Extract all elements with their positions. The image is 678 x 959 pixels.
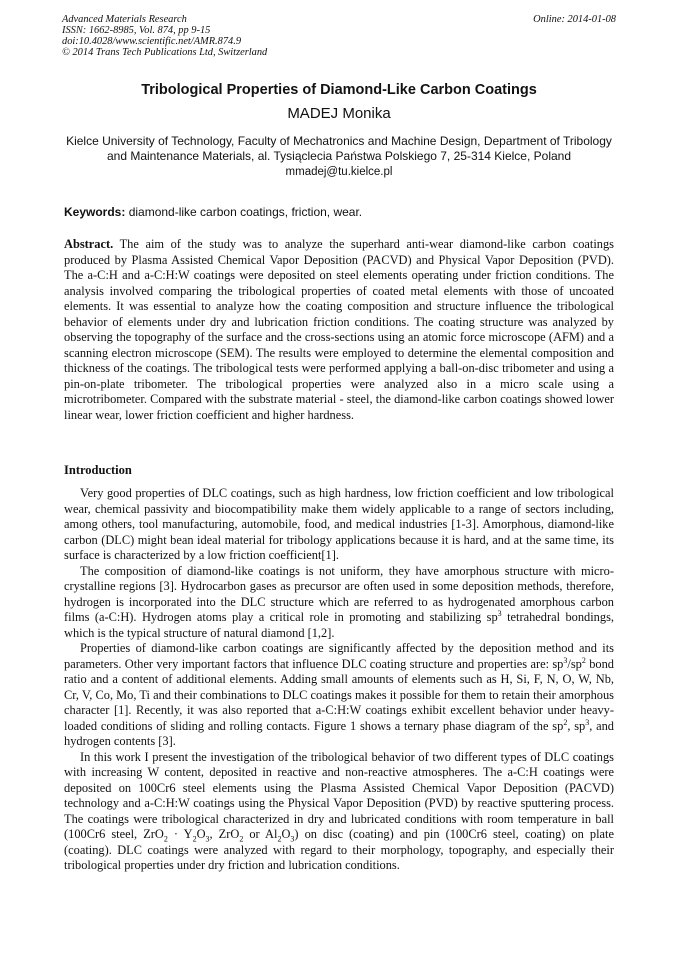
keywords-text: diamond-like carbon coatings, friction, wear. (125, 205, 363, 219)
text-run: · Y (167, 827, 193, 841)
subscript: 3 (290, 834, 295, 844)
keywords-label: Keywords: (64, 205, 126, 219)
text-run: ) on disc (coating) and pin (100Cr6 steel, coating) on plate (coating). DLC coatings were analyzed with regard to their morphology, topography, and especially their tribological properties under dry friction and lubrication conditions. (64, 827, 614, 872)
text-run: , sp (567, 718, 586, 733)
subscript: 2 (163, 834, 168, 844)
text-run: O (196, 827, 206, 841)
intro-paragraph-1: Very good properties of DLC coatings, such as high hardness, low friction coefficient and low tribological wear, chemical passivity and biocompatibility make them widely applicable to a range of sectors including, among others, tool manufacturing, automobile, food, and medical industries [1-3]. Amorphous, diamond-like carbon (DLC) might bean ideal material for tribology applications because it is hard, and at the same time, its surface is characterized by a low friction coefficient[1]. (64, 486, 614, 562)
paper-title: Tribological Properties of Diamond-Like Carbon Coatings (141, 82, 537, 98)
text-run: or Al (243, 827, 278, 841)
keywords (64, 205, 616, 219)
online-date: Online: 2014-01-08 (533, 14, 616, 25)
intro-paragraph-2 (64, 564, 614, 642)
text-run: Properties of diamond-like carbon coatings are significantly affected by the deposition method and its parameters. Other very important factors that influence DLC coating structure and properties are: sp (64, 641, 614, 671)
intro-paragraph-3 (64, 641, 614, 750)
author-affiliation: Kielce University of Technology, Faculty of Mechatronics and Machine Design, Department of Tribology and Maintenance Materials, al. Tysiąclecia Państwa Polskiego 7, 25-314 Kielce, Poland (66, 134, 612, 163)
superscript: 2 (563, 717, 568, 727)
text-run: bond ratio and a content of additional elements. Adding small amounts of elements such as H, Si, F, N, O, W, Nb, Cr, V, Co, Mo, Ti and their combinations to DLC coatings makes it possible for them to retain their amorphous character [1]. Recently, it was also reported that a-C:H:W coatings exhibit excellent behavior under heavy-loaded conditions of sliding and rolling contacts. Figure 1 shows a ternary phase diagram of the sp (64, 656, 614, 733)
author-email: mmadej@tu.kielce.pl (285, 166, 393, 178)
text-run: In this work I present the investigation of the tribological behavior of two different types of DLC coatings with increasing W content, deposited in reactive and non-reactive atmospheres. The a-C:H coatings were deposited on 100Cr6 steel elements using the Plasma Assisted Chemical Vapor Deposition (PACVD) technology and a-C:H:W coatings using the Physical Vapor Deposition (PVD) by reactive sputtering process. The coatings were tribological characterized in dry and lubricated conditions with room temperature in ball (100Cr6 steel, ZrO (64, 749, 614, 841)
text-run: , and hydrogen contents [3]. (64, 718, 614, 748)
subscript: 2 (192, 834, 197, 844)
superscript: 3 (585, 717, 590, 727)
section-heading-introduction: Introduction (64, 463, 132, 477)
journal-name: Advanced Materials Research (62, 14, 187, 25)
issn-line: ISSN: 1662-8985, Vol. 874, pp 9-15 (62, 25, 211, 36)
subscript: 2 (239, 834, 244, 844)
text-run: tetrahedral bondings, which is the typical structure of natural diamond [1,2]. (64, 610, 614, 640)
copyright-line: © 2014 Trans Tech Publications Ltd, Switzerland (62, 47, 268, 58)
author-name: MADEJ Monika (287, 105, 391, 122)
text-run: , ZrO (209, 827, 240, 841)
abstract-text: The aim of the study was to analyze the superhard anti-wear diamond-like carbon coatings produced by Plasma Assisted Chemical Vapor Deposition (PACVD) and Physical Vapor Deposition (PVD). The a-C:H and a-C:H:W coatings were deposited on steel elements operating under friction conditions. The analysis involved comparing the tribological properties of coated metal elements with those of uncoated elements. It was essential to analyze how the coating composition and structure influence the tribological behavior of elements under dry and lubrication friction conditions. The coating structure was analyzed by observing the topography of the surface and the cross-sections using an atomic force microscope (AFM) and a scanning electron microscope (SEM). The results were employed to determine the elemental composition and thickness of the coatings. The tribological tests were performed applying a ball-on-disc tribometer and using a pin-on-plate tribometer. The tribological properties were analyzed also in a micro scale using a microtribometer. Compared with the substrate material - steel, the diamond-like carbon coatings showed lower linear wear, lower friction coefficient and higher hardness. (64, 237, 614, 422)
superscript: 3 (563, 655, 568, 665)
introduction-body (64, 486, 614, 874)
subscript: 2 (277, 834, 282, 844)
doi-line: doi:10.4028/www.scientific.net/AMR.874.9 (62, 36, 242, 47)
text-run: /sp (567, 656, 582, 671)
subscript: 3 (205, 834, 210, 844)
superscript: 3 (497, 608, 502, 618)
intro-paragraph-4 (64, 750, 614, 874)
abstract-label: Abstract. (64, 237, 114, 251)
text-run: O (281, 827, 291, 841)
abstract (64, 237, 614, 423)
journal-header (62, 14, 616, 58)
text-run: The composition of diamond-like coatings is not uniform, they have amorphous structure with micro-crystalline regions [3]. Hydrocarbon gases as precursor are often used in some deposition methods, therefore, hydrogen is incorporated into the DLC structure which are referred to as hydrogenated amorphous carbon films (a-C:H). Hydrogen atoms play a critical role in promoting and stabilizing sp (64, 563, 614, 624)
superscript: 2 (581, 655, 586, 665)
